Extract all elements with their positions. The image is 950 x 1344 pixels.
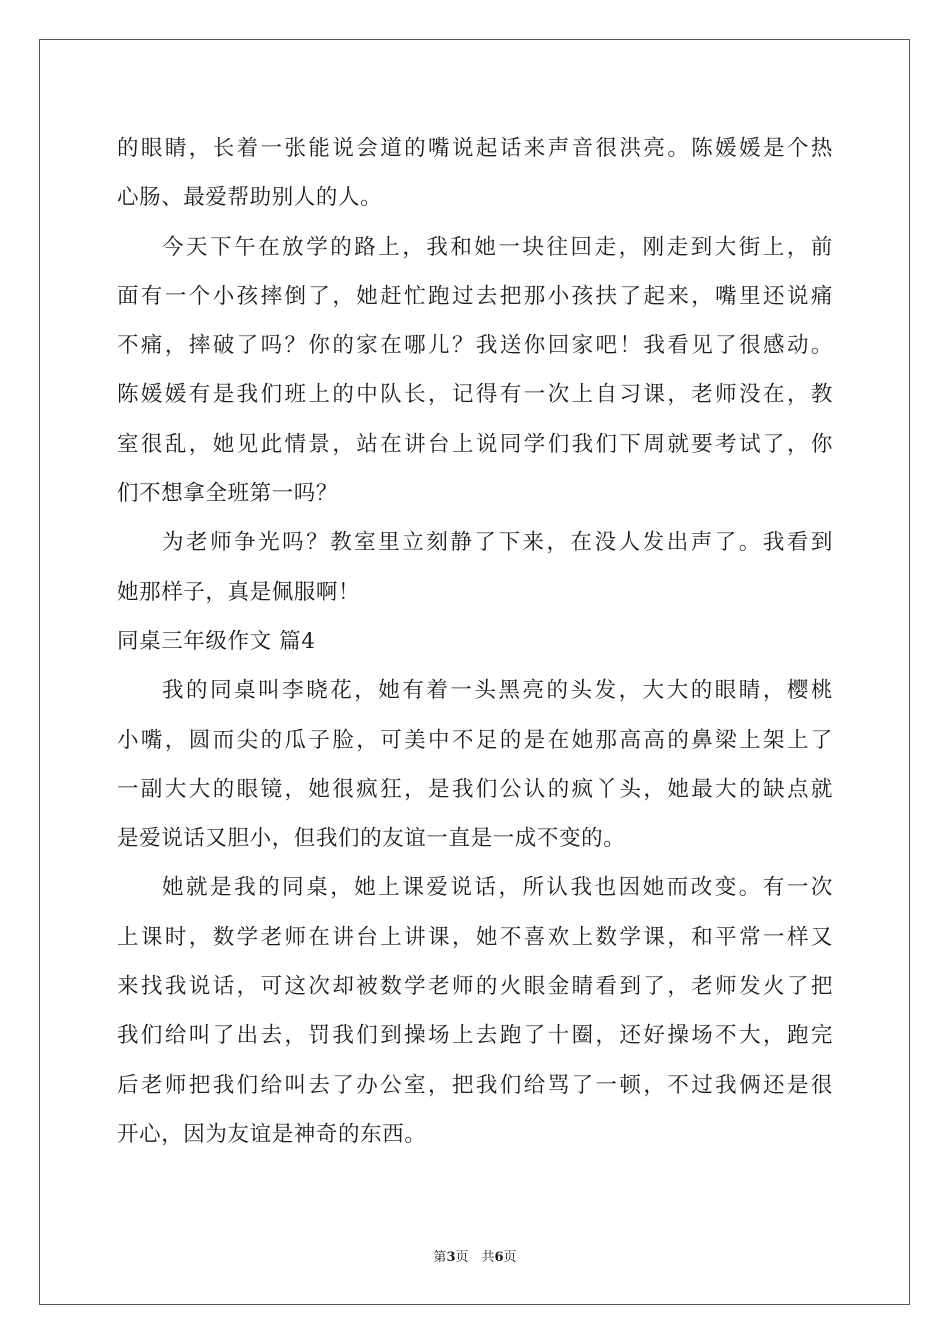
text-line: 上课时，数学老师在讲台上讲课，她不喜欢上数学课，和平常一样又: [117, 924, 833, 950]
text-line: 室很乱，她见此情景，站在讲台上说同学们我们下周就要考试了，你: [117, 431, 833, 457]
text-line: 不痛，摔破了吗？你的家在哪儿？我送你回家吧！我看见了很感动。: [117, 333, 833, 359]
text-line: 我们给叫了出去，罚我们到操场上去跑了十圈，还好操场不大，跑完: [117, 1023, 833, 1049]
total-page-number: 6: [494, 1250, 504, 1265]
text-line: 的眼睛，长着一张能说会道的嘴说起话来声音很洪亮。陈媛媛是个热: [117, 136, 833, 161]
text-line: 是爱说话又胆小，但我们的友谊一直是一成不变的。: [117, 826, 626, 852]
text-line: 她那样子，真是佩服啊！: [117, 579, 361, 605]
document-body: [117, 124, 833, 1159]
current-page-number: 3: [446, 1250, 456, 1265]
section-heading: 同桌三年级作文 篇4: [117, 628, 316, 654]
text-line: 小嘴，圆而尖的瓜子脸，可美中不足的是在她那高高的鼻梁上架上了: [117, 727, 833, 753]
footer-middle: 页 共: [455, 1250, 495, 1265]
text-line: 面有一个小孩摔倒了，她赶忙跑过去把那小孩扶了起来，嘴里还说痛: [117, 283, 833, 309]
text-line: 们不想拿全班第一吗？: [117, 481, 339, 507]
text-line: 后老师把我们给叫去了办公室，把我们给骂了一顿，不过我俩还是很: [117, 1072, 833, 1098]
text-line: 来找我说话，可这次却被数学老师的火眼金睛看到了，老师发火了把: [117, 974, 833, 1000]
paragraph-start-line: 为老师争光吗？教室里立刻静了下来，在没人发出声了。我看到: [162, 530, 833, 556]
text-line: 陈媛媛有是我们班上的中队长，记得有一次上自习课，老师没在，教: [117, 382, 833, 408]
paragraph-start-line: 今天下午在放学的路上，我和她一块往回走，刚走到大街上，前: [162, 234, 833, 260]
paragraph-start-line: 我的同桌叫李晓花，她有着一头黑亮的头发，大大的眼睛，樱桃: [162, 678, 833, 704]
text-line: 一副大大的眼镜，她很疯狂，是我们公认的疯丫头，她最大的缺点就: [117, 776, 833, 802]
footer-suffix: 页: [503, 1250, 517, 1265]
text-line: 心肠、最爱帮助别人的人。: [117, 185, 383, 211]
text-line: 开心，因为友谊是神奇的东西。: [117, 1121, 427, 1147]
footer-prefix: 第: [433, 1250, 447, 1265]
paragraph-start-line: 她就是我的同桌，她上课爱说话，所认我也因她而改变。有一次: [162, 875, 833, 901]
page-footer: [0, 1246, 950, 1265]
